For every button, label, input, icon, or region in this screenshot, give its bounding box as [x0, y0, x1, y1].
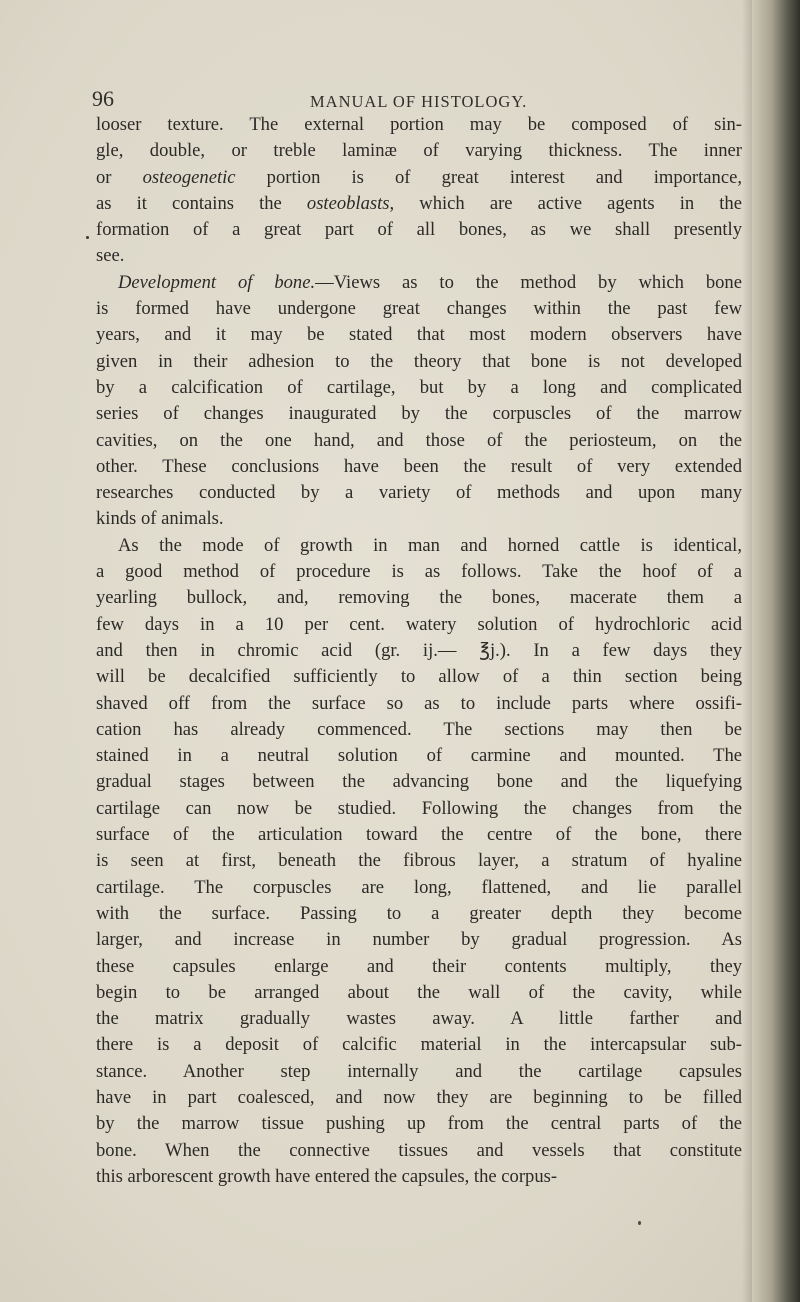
text-line: cartilage. The corpuscles are long, flattened, and lie parallel — [96, 876, 742, 898]
text-line: cation has already commenced. The sections may then be — [96, 718, 742, 740]
text-line: is formed have undergone great changes within the past few — [96, 298, 742, 320]
text-line: as it contains the osteoblasts, which are active agents in the — [96, 192, 742, 214]
text-line: kinds of animals. — [96, 508, 224, 530]
margin-mark — [86, 236, 89, 239]
page-speck — [638, 1221, 641, 1225]
text-line: series of changes inaugurated by the corpuscles of the marrow — [96, 403, 742, 425]
text-line: have in part coalesced, and now they are beginning to be filled — [96, 1086, 742, 1108]
text-line: years, and it may be stated that most modern observers have — [96, 324, 742, 346]
text-line: see. — [96, 245, 125, 267]
text-line: cavities, on the one hand, and those of the periosteum, on the — [96, 429, 742, 451]
book-binding-edge — [752, 0, 800, 1302]
text-line: few days in a 10 per cent. watery solution of hydrochloric acid — [96, 613, 742, 635]
text-line: surface of the articulation toward the centre of the bone, there — [96, 824, 742, 846]
text-line: cartilage can now be studied. Following the changes from the — [96, 797, 742, 819]
text-line: a good method of procedure is as follows. Take the hoof of a — [96, 561, 742, 583]
text-line: Development of bone.—Views as to the method by which bone — [118, 271, 742, 293]
text-line: shaved off from the surface so as to include parts where ossifi- — [96, 692, 742, 714]
text-line: stained in a neutral solution of carmine and mounted. The — [96, 745, 742, 767]
text-line: other. These conclusions have been the result of very extended — [96, 455, 742, 477]
text-line: bone. When the connective tissues and vessels that constitute — [96, 1139, 742, 1161]
text-line: or osteogenetic portion is of great interest and importance, — [96, 166, 742, 188]
text-line: As the mode of growth in man and horned cattle is identical, — [118, 534, 742, 556]
text-line: will be decalcified sufficiently to allow of a thin section being — [96, 666, 742, 688]
text-line: researches conducted by a variety of methods and upon many — [96, 482, 742, 504]
text-line: gradual stages between the advancing bone and the liquefying — [96, 771, 742, 793]
text-line: is seen at first, beneath the fibrous layer, a stratum of hyaline — [96, 850, 742, 872]
text-line: begin to be arranged about the wall of the cavity, while — [96, 981, 742, 1003]
text-line: the matrix gradually wastes away. A little farther and — [96, 1008, 742, 1030]
text-line: these capsules enlarge and their contents multiply, they — [96, 955, 742, 977]
text-line: yearling bullock, and, removing the bones, macerate them a — [96, 587, 742, 609]
text-line: by a calcification of cartilage, but by a long and complicated — [96, 376, 742, 398]
text-line: looser texture. The external portion may be composed of sin- — [96, 114, 742, 135]
body-text — [96, 112, 742, 1190]
text-line: there is a deposit of calcific material in the intercapsular sub- — [96, 1034, 742, 1056]
text-line: this arborescent growth have entered the capsules, the corpus- — [96, 1165, 558, 1187]
text-line: with the surface. Passing to a greater depth they become — [96, 902, 742, 924]
text-line: stance. Another step internally and the cartilage capsules — [96, 1060, 742, 1082]
text-line: larger, and increase in number by gradual progression. As — [96, 929, 742, 951]
text-line: given in their adhesion to the theory that bone is not developed — [96, 350, 742, 372]
page-number: 96 — [92, 86, 114, 111]
text-line: by the marrow tissue pushing up from the central parts of the — [96, 1113, 742, 1135]
text-line: and then in chromic acid (gr. ij.— ℥j.). In a few days they — [96, 639, 742, 661]
text-line: formation of a great part of all bones, as we shall presently — [96, 219, 742, 241]
running-head: MANUAL OF HISTOLOGY. — [310, 92, 528, 111]
text-line: gle, double, or treble laminæ of varying thickness. The inner — [96, 140, 742, 162]
